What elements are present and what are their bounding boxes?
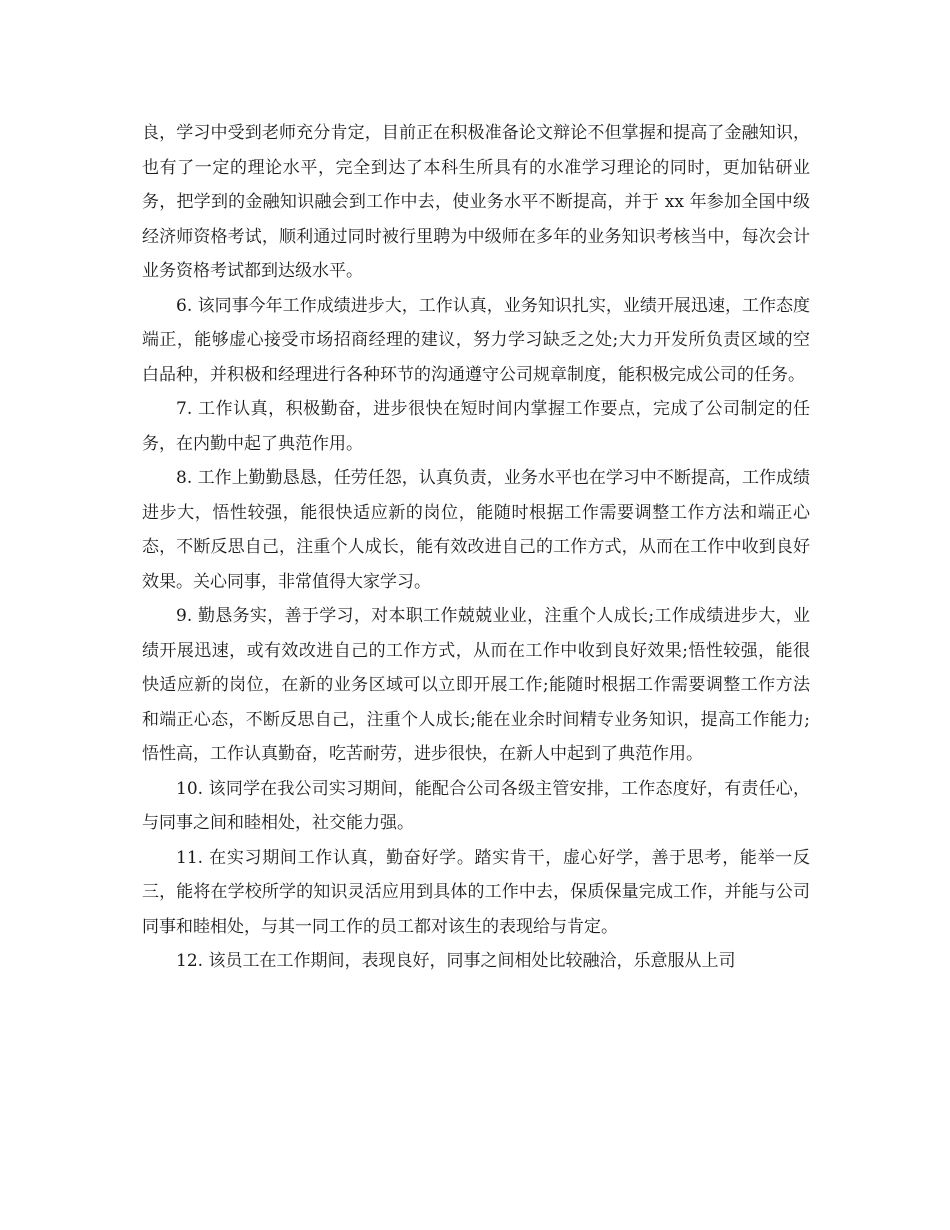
paragraph-item-6: 6. 该同事今年工作成绩进步大，工作认真，业务知识扎实，业绩开展迅速，工作态度端正，能够虚心接受市场招商经理的建议，努力学习缺乏之处;大力开发所负责区域的空白品种，并积极和经理进行各种环节的沟通遵守公司规章制度，能积极完成公司的任务。 [142, 295, 810, 385]
paragraph-item-12: 12. 该员工在工作期间，表现良好，同事之间相处比较融洽，乐意服从上司 [176, 951, 736, 971]
paragraph-continuation: 良，学习中受到老师充分肯定，目前正在积极准备论文辩论不但掌握和提高了金融知识，也有了一定的理论水平，完全到达了本科生所具有的水准学习理论的同时，更加钻研业务，把学到的金融知识融会到工作中去，使业务水平不断提高，并于 xx 年参加全国中级经济师资格考试，顺利通过同时被行里聘为中级师在多年的业务知识考核当中，每次会计业务资格考试都到达级水平。 [142, 123, 810, 281]
paragraph-item-9: 9. 勤恳务实，善于学习，对本职工作兢兢业业，注重个人成长;工作成绩进步大，业绩开展迅速，或有效改进自己的工作方式，从而在工作中收到良好效果;悟性较强，能很快适应新的岗位，在新的业务区域可以立即开展工作;能随时根据工作需要调整工作方法和端正心态，不断反思自己，注重个人成长;能在业余时间精专业务知识，提高工作能力;悟性高，工作认真勤奋，吃苦耐劳，进步很快，在新人中起到了典范作用。 [142, 606, 810, 764]
paragraph-item-8: 8. 工作上勤勤恳恳，任劳任怨，认真负责，业务水平也在学习中不断提高，工作成绩进步大，悟性较强，能很快适应新的岗位，能随时根据工作需要调整工作方法和端正心态，不断反思自己，注重个人成长，能有效改进自己的工作方式，从而在工作中收到良好效果。关心同事，非常值得大家学习。 [142, 468, 810, 592]
document-body [142, 116, 810, 979]
paragraph-item-11: 11. 在实习期间工作认真，勤奋好学。踏实肯干，虚心好学，善于思考，能举一反三，能将在学校所学的知识灵活应用到具体的工作中去，保质保量完成工作，并能与公司同事和睦相处，与其一同工作的员工都对该生的表现给与肯定。 [142, 847, 810, 937]
paragraph-item-10: 10. 该同学在我公司实习期间，能配合公司各级主管安排，工作态度好，有责任心，与同事之间和睦相处，社交能力强。 [142, 778, 810, 833]
paragraph-item-7: 7. 工作认真，积极勤奋，进步很快在短时间内掌握工作要点，完成了公司制定的任务，在内勤中起了典范作用。 [142, 399, 810, 454]
